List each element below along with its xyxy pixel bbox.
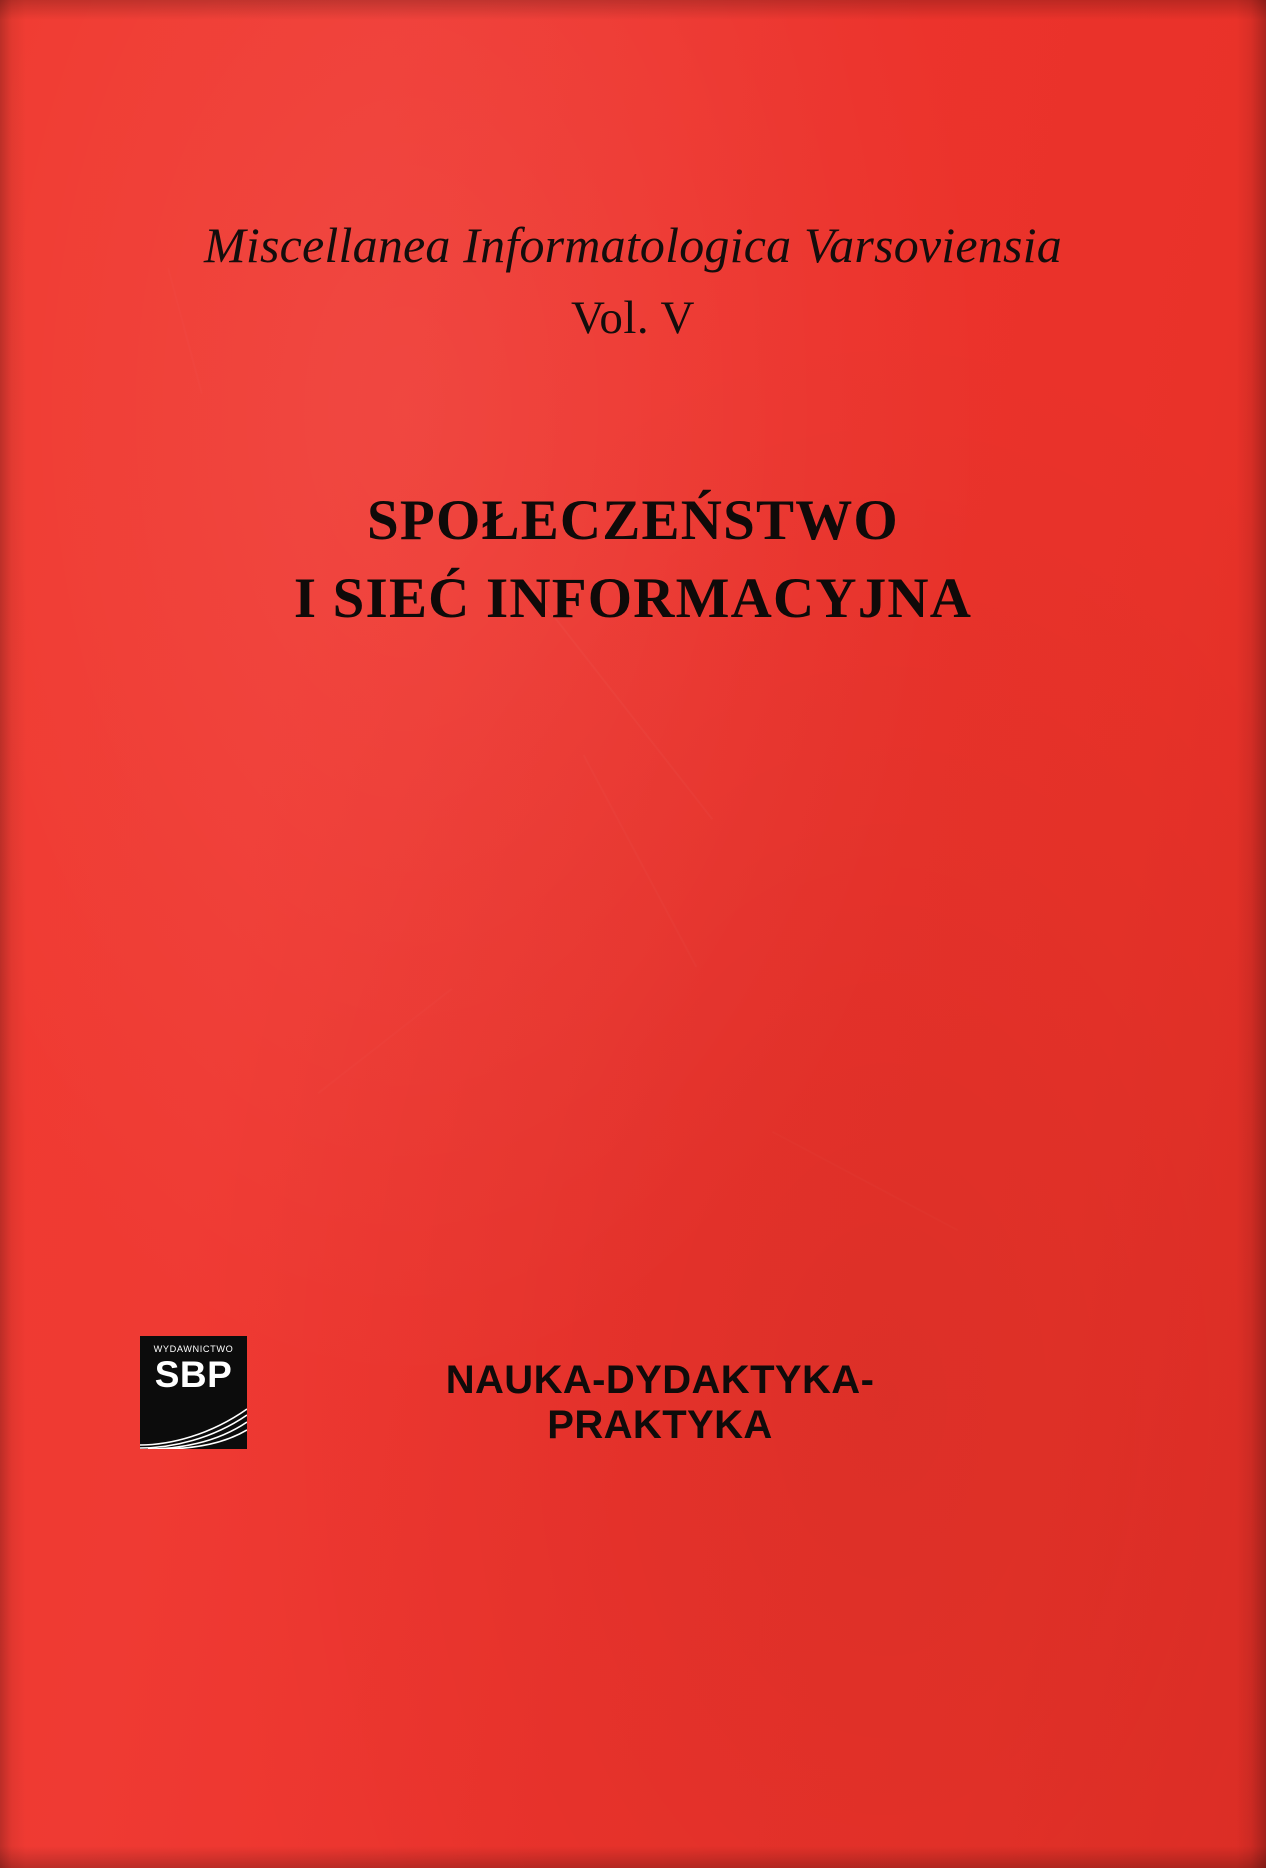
footer-tagline: NAUKA-DYDAKTYKA-PRAKTYKA xyxy=(445,1358,875,1447)
page-title xyxy=(0,482,1266,637)
scuff-mark-4 xyxy=(772,1131,958,1231)
page-title-line-1: SPOŁECZEŃSTWO xyxy=(367,489,899,552)
series-title: Miscellanea Informatologica Varsoviensia xyxy=(204,217,1062,273)
publisher-logo-acronym: SBP xyxy=(154,1354,233,1395)
cover-top-shading xyxy=(0,0,1266,20)
publisher-logo xyxy=(140,1336,247,1449)
series-volume: Vol. V xyxy=(570,292,696,344)
publisher-logo-top-label: WYDAWNICTWO xyxy=(153,1344,234,1354)
publisher-logo-swoosh-icon xyxy=(140,1405,247,1449)
scuff-mark-2 xyxy=(583,755,697,968)
cover-bottom-shading xyxy=(0,1846,1266,1868)
series-block xyxy=(0,218,1266,345)
page-title-line-2: I SIEĆ INFORMACYJNA xyxy=(293,566,973,630)
scuff-mark-3 xyxy=(317,988,452,1094)
